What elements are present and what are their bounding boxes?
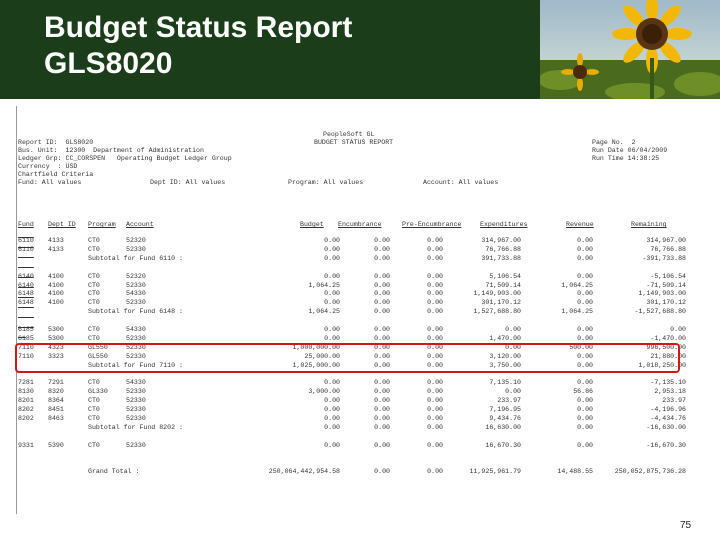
report-program-criteria: Program: All values [288,179,364,186]
report-account-criteria: Account: All values [423,179,499,186]
report-fund-criteria: Fund: All values [18,179,82,186]
table-cell: 250,052,875,736.28 [614,468,686,476]
table-cell: 8130 [18,388,34,396]
table-cell: 4100 [48,290,64,298]
table-cell: 7281 [18,379,34,387]
table-cell: 8202 [18,415,34,422]
table-cell: 8201 [18,397,34,405]
table-cell: 314,967.00 [481,237,521,244]
table-cell: 1,064.25 [308,281,340,289]
table-cell: 0.00 [577,254,593,262]
table-cell: 76,766.88 [485,245,521,253]
report-scan [18,104,700,514]
table-cell: CT0 [88,326,100,333]
table-cell: 54330 [126,326,146,333]
table-cell: 0.00 [427,245,443,253]
table-cell: 14,488.55 [557,468,593,476]
table-cell: 0.00 [577,441,593,449]
table-cell: 301,170.12 [481,299,521,307]
report-company: PeopleSoft GL [323,131,375,138]
table-cell: 0.00 [670,326,686,333]
table-cell: 8364 [48,397,64,405]
table-cell: 0.00 [324,237,340,244]
table-cell: 0.00 [577,237,593,244]
table-cell: 0.00 [324,245,340,253]
table-cell: 0.00 [577,334,593,342]
table-cell: 0.00 [427,272,443,280]
table-cell: 4100 [48,272,64,280]
table-cell: 5390 [48,441,64,449]
table-cell: -391,733.88 [642,254,686,262]
subtotal-label: Subtotal for Fund 6110 : [88,254,183,262]
report-ledger-group: Ledger Grp: CC_CORSPEN Operating Budget Ledger Group [18,155,232,162]
table-cell: 0.00 [427,290,443,298]
table-cell: 1,000,000.00 [292,343,340,351]
table-cell: 0.00 [374,245,390,253]
table-cell: 11,925,961.79 [469,468,521,476]
table-cell: 0.00 [374,237,390,244]
table-cell: 0.00 [427,361,443,369]
table-cell: 0.00 [427,379,443,387]
page-number: 75 [680,520,692,531]
table-cell: GL550 [88,352,108,360]
table-cell: 1,149,903.00 [473,290,521,298]
table-cell: 250,064,442,954.58 [268,468,340,476]
table-cell: CT0 [88,281,100,289]
table-cell: 6110 [18,245,34,253]
table-cell: 0.00 [374,334,390,342]
table-cell: 0.00 [427,441,443,449]
table-cell: 0.00 [374,352,390,360]
table-cell: 25,000.00 [304,352,340,360]
table-cell: 8202 [18,406,34,414]
table-cell: 1,470.00 [489,334,521,342]
table-cell: 2,953.18 [654,388,686,396]
table-cell: 54330 [126,379,146,387]
table-cell: CT0 [88,237,100,244]
table-cell: 8451 [48,406,64,414]
table-cell: 0.00 [374,254,390,262]
table-cell: -4,196.96 [650,406,686,414]
table-cell: 76,766.88 [650,245,686,253]
table-cell: CT0 [88,379,100,387]
table-cell: 4100 [48,299,64,307]
table-cell: 0.00 [374,308,390,316]
table-cell: 52330 [126,388,146,396]
table-cell: 7110 [18,352,34,360]
table-cell: 6140 [18,272,34,280]
table-cell: -71,509.14 [646,281,686,289]
table-cell: 0.00 [374,343,390,351]
table-cell: 0.00 [427,397,443,405]
table-cell: 16,670.30 [485,441,521,449]
subtotal-label: Subtotal for Fund 6148 : [88,308,183,316]
table-cell: CT0 [88,406,100,414]
table-cell: 0.00 [374,406,390,414]
table-cell: 4100 [48,281,64,289]
table-cell: 52330 [126,352,146,360]
table-cell: 8320 [48,388,64,396]
table-cell: 0.00 [577,245,593,253]
table-cell: 0.00 [577,299,593,307]
table-cell: 0.00 [427,237,443,244]
table-cell: -16,670.30 [646,441,686,449]
table-cell: 7110 [18,343,34,351]
table-cell: 4133 [48,237,64,244]
table-cell: 0.00 [374,397,390,405]
table-cell: 6140 [18,281,34,289]
report-id: Report ID: GLS8020 [18,139,94,146]
table-cell: 52330 [126,406,146,414]
table-cell: 0.00 [324,415,340,422]
table-cell: CT0 [88,397,100,405]
subtotal-label: Subtotal for Fund 7110 : [88,361,183,369]
table-cell: 0.00 [427,254,443,262]
table-cell: 3,120.00 [489,352,521,360]
slide-title-line1: Budget Status Report [44,11,353,44]
table-cell: 0.00 [427,406,443,414]
col-header-budget: Budget [300,221,324,228]
table-cell: 8463 [48,415,64,422]
table-cell: 0.00 [374,388,390,396]
table-cell: 0.00 [324,272,340,280]
table-cell: 301,170.12 [646,299,686,307]
table-cell: 16,630.00 [485,423,521,431]
report-bus-unit: Bus. Unit: 12300 Department of Administration [18,147,204,154]
highlight-box [15,343,680,373]
table-cell: 0.00 [427,343,443,351]
report-title: BUDGET STATUS REPORT [314,139,394,146]
table-cell: 5300 [48,326,64,333]
table-cell: 0.00 [577,423,593,431]
table-cell: 4133 [48,245,64,253]
table-cell: 0.00 [577,272,593,280]
table-cell: 6148 [18,290,34,298]
table-cell: 6148 [18,299,34,307]
table-cell: 0.00 [427,281,443,289]
table-cell: 996,500.00 [646,343,686,351]
table-cell: CT0 [88,415,100,422]
sunflower-image [540,0,720,99]
table-cell: 52330 [126,299,146,307]
grand-total-label: Grand Total : [88,468,140,476]
slide-header [0,0,720,99]
table-cell: 0.00 [324,326,340,333]
table-cell: 0.00 [374,281,390,289]
report-currency: Currency : USD [18,163,78,170]
table-cell: 314,967.00 [646,237,686,244]
table-cell: 5300 [48,334,64,342]
subtotal-label: Subtotal for Fund 8202 : [88,423,183,431]
table-cell: 0.00 [505,388,521,396]
table-cell: CT0 [88,245,100,253]
table-cell: 52320 [126,237,146,244]
table-cell: -4,434.76 [650,415,686,422]
table-cell: CT0 [88,299,100,307]
table-cell: 52330 [126,415,146,422]
grand-total-row [18,467,700,477]
table-cell: 6185 [18,334,34,342]
col-header-revenue: Revenue [566,221,594,228]
col-header-deptid: Dept ID [48,221,76,228]
report-page: Page No. 2 [592,139,636,146]
table-cell: 5,106.54 [489,272,521,280]
table-cell: 4323 [48,343,64,351]
table-cell: 9331 [18,441,34,449]
table-cell: 1,149,903.00 [638,290,686,298]
table-cell: -1,470.00 [650,334,686,342]
slide-title [44,10,352,82]
table-cell: 52330 [126,397,146,405]
table-cell: 9,434.76 [489,415,521,422]
table-cell: 0.00 [577,361,593,369]
table-cell: 500.00 [569,343,593,351]
table-cell: 0.00 [577,397,593,405]
table-cell: 0.00 [427,423,443,431]
table-cell: 0.00 [427,468,443,476]
table-cell: 0.00 [577,415,593,422]
table-cell: 0.00 [324,299,340,307]
table-cell: 54330 [126,290,146,298]
table-cell: 56.86 [573,388,593,396]
table-cell: 1,527,688.80 [473,308,521,316]
table-cell: 1,018,250.00 [638,361,686,369]
col-header-expenditures: Expenditures [480,221,528,228]
table-cell: 0.00 [577,379,593,387]
table-cell: 52330 [126,441,146,449]
table-cell: 1,025,000.00 [292,361,340,369]
table-cell: 7291 [48,379,64,387]
report-left-rule [16,106,17,514]
table-cell: 0.00 [374,361,390,369]
table-cell: 0.00 [505,343,521,351]
report-deptid-criteria: Dept ID: All values [150,179,226,186]
table-cell: 0.00 [427,299,443,307]
table-cell: 0.00 [324,254,340,262]
table-cell: 0.00 [374,290,390,298]
table-cell: 0.00 [427,352,443,360]
table-cell: -16,630.00 [646,423,686,431]
table-cell: -1,527,688.80 [634,308,686,316]
table-cell: 52320 [126,272,146,280]
table-cell: 0.00 [374,441,390,449]
table-cell: 0.00 [324,406,340,414]
table-cell: 52330 [126,281,146,289]
col-header-remaining: Remaining [631,221,667,228]
table-cell: 0.00 [374,272,390,280]
table-cell: 0.00 [427,308,443,316]
table-cell: 71,509.14 [485,281,521,289]
table-cell: 0.00 [577,406,593,414]
table-cell: 0.00 [374,379,390,387]
table-cell: 0.00 [427,388,443,396]
table-cell: 21,880.00 [650,352,686,360]
table-cell: 0.00 [324,423,340,431]
table-cell: 52330 [126,245,146,253]
slide-title-line2: GLS8020 [44,47,173,80]
table-cell: CT0 [88,272,100,280]
table-cell: 0.00 [374,299,390,307]
table-cell: 0.00 [324,397,340,405]
table-cell: 0.00 [324,379,340,387]
table-cell: 3323 [48,352,64,360]
table-cell: 0.00 [374,468,390,476]
table-cell: 0.00 [324,441,340,449]
table-cell: CT0 [88,334,100,342]
table-cell: 233.97 [662,397,686,405]
report-run-time: Run Time 14:38:25 [592,155,660,162]
table-cell: 0.00 [374,415,390,422]
table-cell: 0.00 [577,290,593,298]
table-cell: 0.00 [577,326,593,333]
table-cell: 6185 [18,326,34,333]
table-cell: GL550 [88,343,108,351]
table-cell: GL330 [88,388,108,396]
table-cell: 0.00 [374,423,390,431]
table-cell: -7,135.10 [650,379,686,387]
table-cell: 52330 [126,334,146,342]
col-header-pre-encumbrance: Pre-Encumbrance [402,221,462,228]
table-cell: 0.00 [324,334,340,342]
table-cell: 7,135.10 [489,379,521,387]
report-run-date: Run Date 06/04/2009 [592,147,668,154]
col-header-account: Account [126,221,154,228]
table-cell: 0.00 [427,334,443,342]
table-cell: 3,000.00 [308,388,340,396]
table-cell: 0.00 [427,415,443,422]
table-cell: -5,106.54 [650,272,686,280]
table-cell: 233.97 [497,397,521,405]
table-cell: CT0 [88,441,100,449]
col-header-encumbrance: Encumbrance [338,221,382,228]
table-cell: CT0 [88,290,100,298]
table-cell: 0.00 [505,326,521,333]
table-cell: 391,733.88 [481,254,521,262]
table-cell: 0.00 [577,352,593,360]
table-cell: 0.00 [374,326,390,333]
table-cell: 0.00 [427,326,443,333]
report-chartfield-criteria: Chartfield Criteria [18,171,94,178]
table-cell: 1,064.25 [561,281,593,289]
table-cell: 1,064.25 [561,308,593,316]
table-cell: 3,750.00 [489,361,521,369]
table-cell: 52330 [126,343,146,351]
table-cell: 0.00 [324,290,340,298]
table-cell: 7,196.95 [489,406,521,414]
col-header-program: Program [88,221,116,228]
table-cell: 1,064.25 [308,308,340,316]
col-header-fund: Fund [18,221,34,228]
table-cell: 6110 [18,237,34,244]
